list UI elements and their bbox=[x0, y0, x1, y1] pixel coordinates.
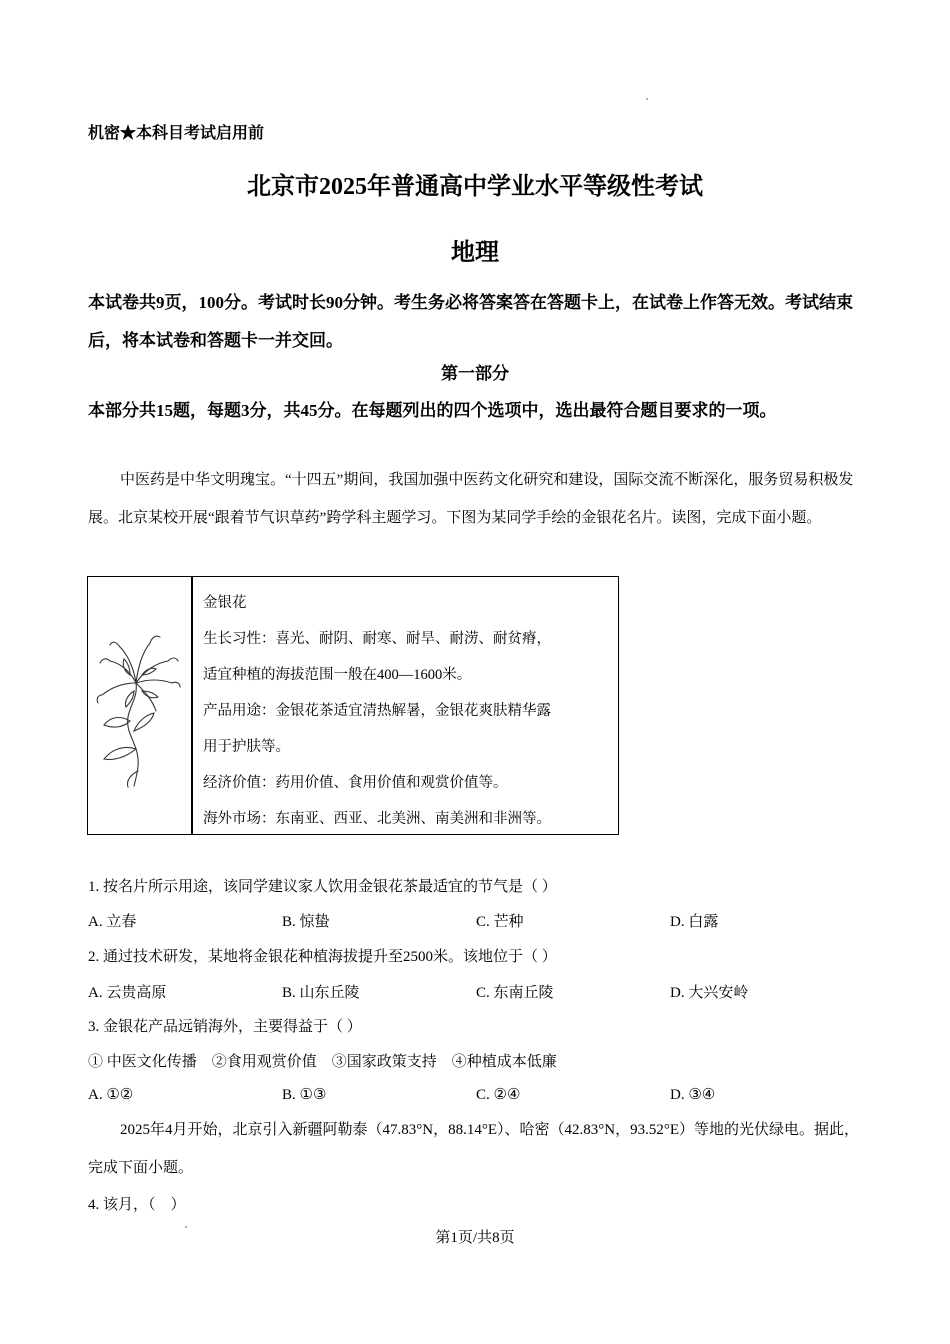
card-text bbox=[203, 585, 613, 837]
q2-option-d: D. 大兴安岭 bbox=[670, 985, 749, 1001]
scan-speck bbox=[185, 1226, 187, 1228]
part-intro: 本部分共15题，每题3分，共45分。在每题列出的四个选项中，选出最符合题目要求的一项。 bbox=[88, 401, 777, 420]
scan-speck bbox=[646, 98, 648, 100]
page-footer: 第1页/共8页 bbox=[435, 1230, 515, 1246]
honeysuckle-sketch-icon bbox=[94, 621, 186, 791]
q3-option-d: D. ③④ bbox=[670, 1087, 716, 1103]
card-growth-habit: 生长习性：喜光、耐阴、耐寒、耐旱、耐涝、耐贫瘠， bbox=[203, 631, 551, 647]
q3-option-a: A. ①② bbox=[88, 1087, 134, 1103]
q3-statements: ① 中医文化传播 ②食用观赏价值 ③国家政策支持 ④种植成本低廉 bbox=[88, 1054, 557, 1070]
q2-option-c: C. 东南丘陵 bbox=[476, 985, 554, 1001]
part-title: 第一部分 bbox=[441, 364, 509, 383]
q3-option-c: C. ②④ bbox=[476, 1087, 521, 1103]
passage-honeysuckle: 中医药是中华文明瑰宝。“十四五”期间，我国加强中医药文化研究和建设，国际交流不断深化，服务贸易积极发展。北京某校开展“跟着节气识草药”跨学科主题学习。下图为某同学手绘的金银花名片。读图，完成下面小题。 bbox=[88, 472, 854, 526]
question-2-stem: 2. 通过技术研发，某地将金银花种植海拔提升至2500米。该地位于（ ） bbox=[88, 949, 557, 965]
card-divider bbox=[191, 577, 193, 834]
q2-option-b: B. 山东丘陵 bbox=[282, 985, 360, 1001]
question-4-stem: 4. 该月，（ ） bbox=[88, 1197, 186, 1213]
card-altitude: 适宜种植的海拔范围一般在400—1600米。 bbox=[203, 667, 472, 683]
honeysuckle-card bbox=[87, 576, 619, 835]
q3-option-b: B. ①③ bbox=[282, 1087, 327, 1103]
exam-title: 北京市2025年普通高中学业水平等级性考试 bbox=[247, 174, 703, 200]
question-1-stem: 1. 按名片所示用途，该同学建议家人饮用金银花茶最适宜的节气是（ ） bbox=[88, 879, 557, 895]
confidential-label: 机密★本科目考试启用前 bbox=[88, 125, 265, 142]
q1-option-c: C. 芒种 bbox=[476, 914, 524, 930]
card-economic-value: 经济价值：药用价值、食用价值和观赏价值等。 bbox=[203, 775, 508, 791]
card-product-use-cont: 用于护肤等。 bbox=[203, 739, 290, 755]
q1-option-b: B. 惊蛰 bbox=[282, 914, 330, 930]
q2-option-a: A. 云贵高原 bbox=[88, 985, 167, 1001]
card-overseas-market: 海外市场：东南亚、西亚、北美洲、南美洲和非洲等。 bbox=[203, 811, 551, 827]
exam-instructions: 本试卷共9页，100分。考试时长90分钟。考生务必将答案答在答题卡上，在试卷上作答无效。考试结束后，将本试卷和答题卡一并交回。 bbox=[88, 293, 853, 350]
card-product-use: 产品用途：金银花茶适宜清热解暑，金银花爽肤精华露 bbox=[203, 703, 551, 719]
q1-option-a: A. 立春 bbox=[88, 914, 137, 930]
q1-option-d: D. 白露 bbox=[670, 914, 719, 930]
subject-title: 地理 bbox=[451, 240, 499, 266]
card-title: 金银花 bbox=[203, 595, 247, 611]
question-3-stem: 3. 金银花产品远销海外，主要得益于（ ） bbox=[88, 1019, 362, 1035]
passage-solar-power: 2025年4月开始，北京引入新疆阿勒泰（47.83°N，88.14°E）、哈密（42.83°N，93.52°E）等地的光伏绿电。据此，完成下面小题。 bbox=[88, 1122, 859, 1176]
